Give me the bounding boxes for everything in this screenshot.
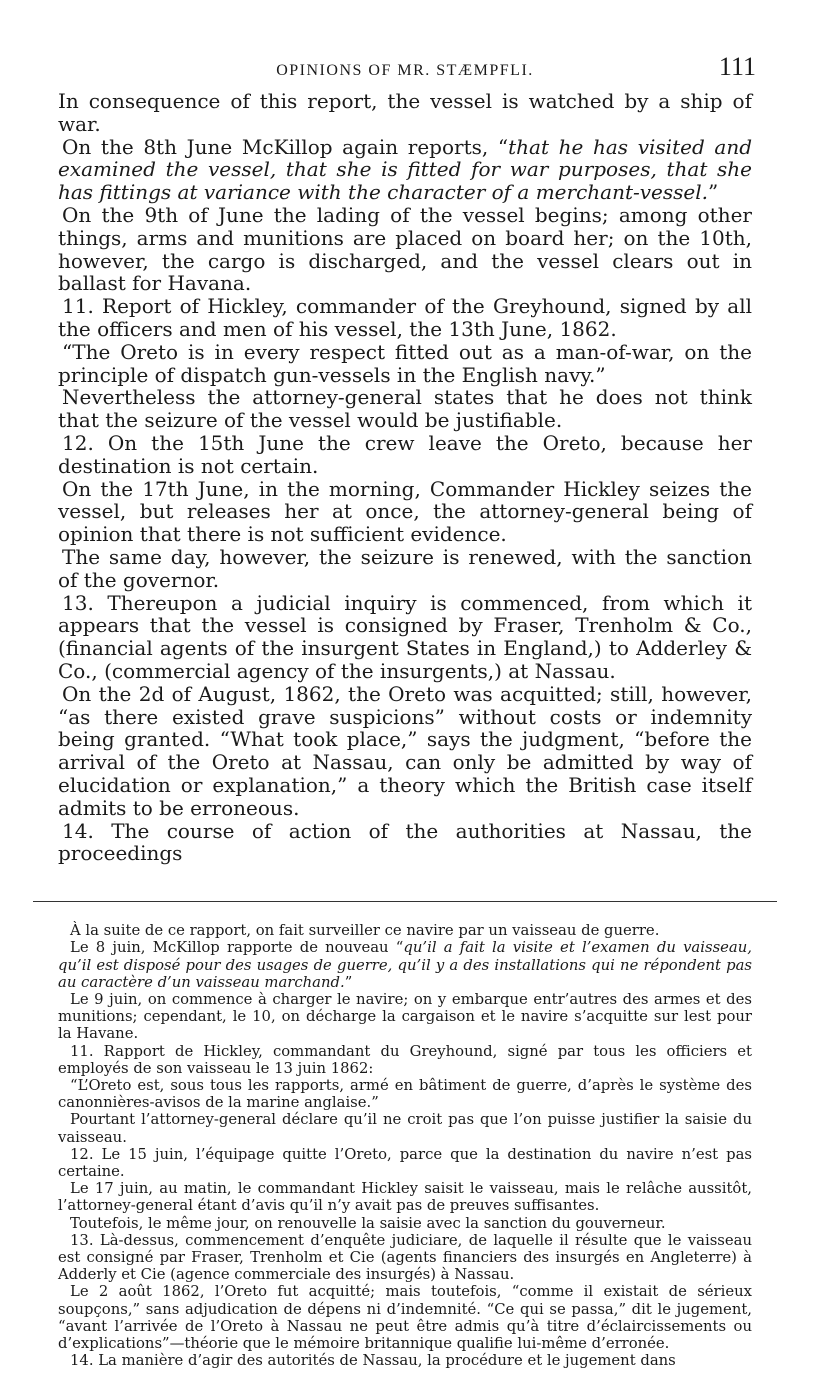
french-paragraph: Toutefois, le même jour, on renouvelle la saisie avec la sanction du gouverneur. — [70, 1214, 666, 1232]
french-paragraph: Le 17 juin, au matin, le commandant Hickley saisit le vaisseau, mais le relâche aussitôt, l’attorney-general étant d’avis qu’il n’y avait pas de preuves suffisantes. — [58, 1180, 752, 1215]
french-paragraph: 12. Le 15 juin, l’équipage quitte l’Oreto, parce que la destination du navire n’est pas certaine. — [58, 1145, 752, 1180]
english-text — [58, 90, 752, 865]
running-head: OPINIONS OF MR. STÆMPFLI. — [276, 62, 534, 79]
english-paragraph: The same day, however, the seizure is renewed, with the sanction of the governor. — [58, 544, 752, 592]
french-paragraph: 11. Rapport de Hickley, commandant du Greyhound, signé par tous les officiers et employés de son vaisseau le 13 juin 1862: — [58, 1042, 752, 1077]
french-text-run: Le 8 juin, McKillop rapporte de nouveau “ — [70, 939, 404, 957]
french-paragraph: Pourtant l’attorney-general déclare qu’il ne croit pas que l’on puisse justifier la saisie du vaisseau. — [58, 1111, 752, 1146]
english-paragraph: On the 2d of August, 1862, the Oreto was acquitted; still, however, “as there existed grave suspicions” without costs or indemnity being granted. “What took place,” says the judgment, “before the arrival of the Oreto at Nassau, can only be admitted by way of elucidation or explanation,” a theory which the British case itself admits to be erroneous. — [58, 681, 752, 820]
english-text-run: ” — [708, 180, 719, 205]
french-paragraph: “L’Oreto est, sous tous les rapports, armé en bâtiment de guerre, d’après le système des canonnières-avisos de la marine anglaise.” — [58, 1076, 752, 1112]
french-quotation: qu’il a fait la visite et l’examen du vaisseau, qu’il est disposé pour des usages de guerre, qu’il y a des installations qui ne répondent pas au caractère d’un vaisseau marchand. — [58, 939, 752, 991]
english-paragraph: 14. The course of action of the authorities at Nassau, the proceedings — [58, 818, 752, 866]
french-paragraph: 14. La manière d’agir des autorités de Nassau, la procédure et le jugement dans — [70, 1352, 676, 1370]
english-paragraph: Nevertheless the attorney-general states that he does not think that the seizure of the vessel would be justifiable. — [58, 385, 752, 433]
english-text-run: On the 8th June McKillop again reports, “ — [62, 134, 509, 159]
french-paragraph: À la suite de ce rapport, on fait surveiller ce navire par un vaisseau de guerre. — [70, 922, 660, 940]
english-paragraph: 13. Thereupon a judicial inquiry is commenced, from which it appears that the vessel is consigned by Fraser, Trenholm & Co., (financial agents of the insurgent States in England,) to Adderley & Co., (commercial agency of the insurgents,) at Nassau. — [58, 590, 752, 683]
footnote-divider — [33, 901, 777, 902]
french-paragraph — [58, 939, 752, 991]
french-paragraph: Le 2 août 1862, l’Oreto fut acquitté; mais toutefois, “comme il existait de sérieux soupçons,” sans adjudication de dépens ni d’indemnité. “Ce qui se passa,” dit le jugement, “avant l’arrivée de l’Oreto à Nassau ne peut être admis qu’à titre d’éclaircissements ou d’explications”—théorie que le mémoire britannique qualifie lui-même d’erronée. — [58, 1283, 752, 1352]
english-paragraph: 12. On the 15th June the crew leave the Oreto, because her destination is not certain. — [58, 430, 752, 478]
english-quotation: that he has visited and examined the vessel, that she is fitted for war purposes, that she has fittings at variance with the character of a merchant-vessel. — [58, 134, 753, 205]
english-paragraph: On the 9th of June the lading of the vessel begins; among other things, arms and munitions are placed on board her; on the 10th, however, the cargo is discharged, and the vessel clears out in ballast for Havana. — [58, 202, 752, 296]
english-paragraph — [58, 136, 752, 204]
french-text-run: ” — [344, 973, 353, 991]
french-paragraph: 13. Là-dessus, commencement d’enquête judiciare, de laquelle il résulte que le vaisseau est consigné par Fraser, Trenholm et Cie (agents financiers des insurgés en Angleterre) à Adderly et Cie (agence commerciale des insurgés) à Nassau. — [58, 1231, 752, 1284]
english-paragraph: “The Oreto is in every respect fitted out as a man-of-war, on the principle of dispatch gun-vessels in the English navy.” — [58, 339, 752, 387]
english-paragraph: In consequence of this report, the vessel is watched by a ship of war. — [58, 89, 752, 136]
french-paragraph: Le 9 juin, on commence à charger le navire; on y embarque entr’autres des armes et des munitions; cependant, le 10, on décharge la cargaison et le navire s’acquitte sur lest pour la Havane. — [58, 990, 752, 1043]
english-paragraph: 11. Report of Hickley, commander of the Greyhound, signed by all the officers and men of his vessel, the 13th June, 1862. — [58, 294, 752, 341]
page-number: 111 — [718, 52, 756, 81]
page-header — [58, 50, 756, 84]
english-paragraph: On the 17th June, in the morning, Commander Hickley seizes the vessel, but releases her at once, the attorney-general being of opinion that there is not sufficient evidence. — [58, 476, 752, 547]
french-text — [58, 922, 752, 1369]
